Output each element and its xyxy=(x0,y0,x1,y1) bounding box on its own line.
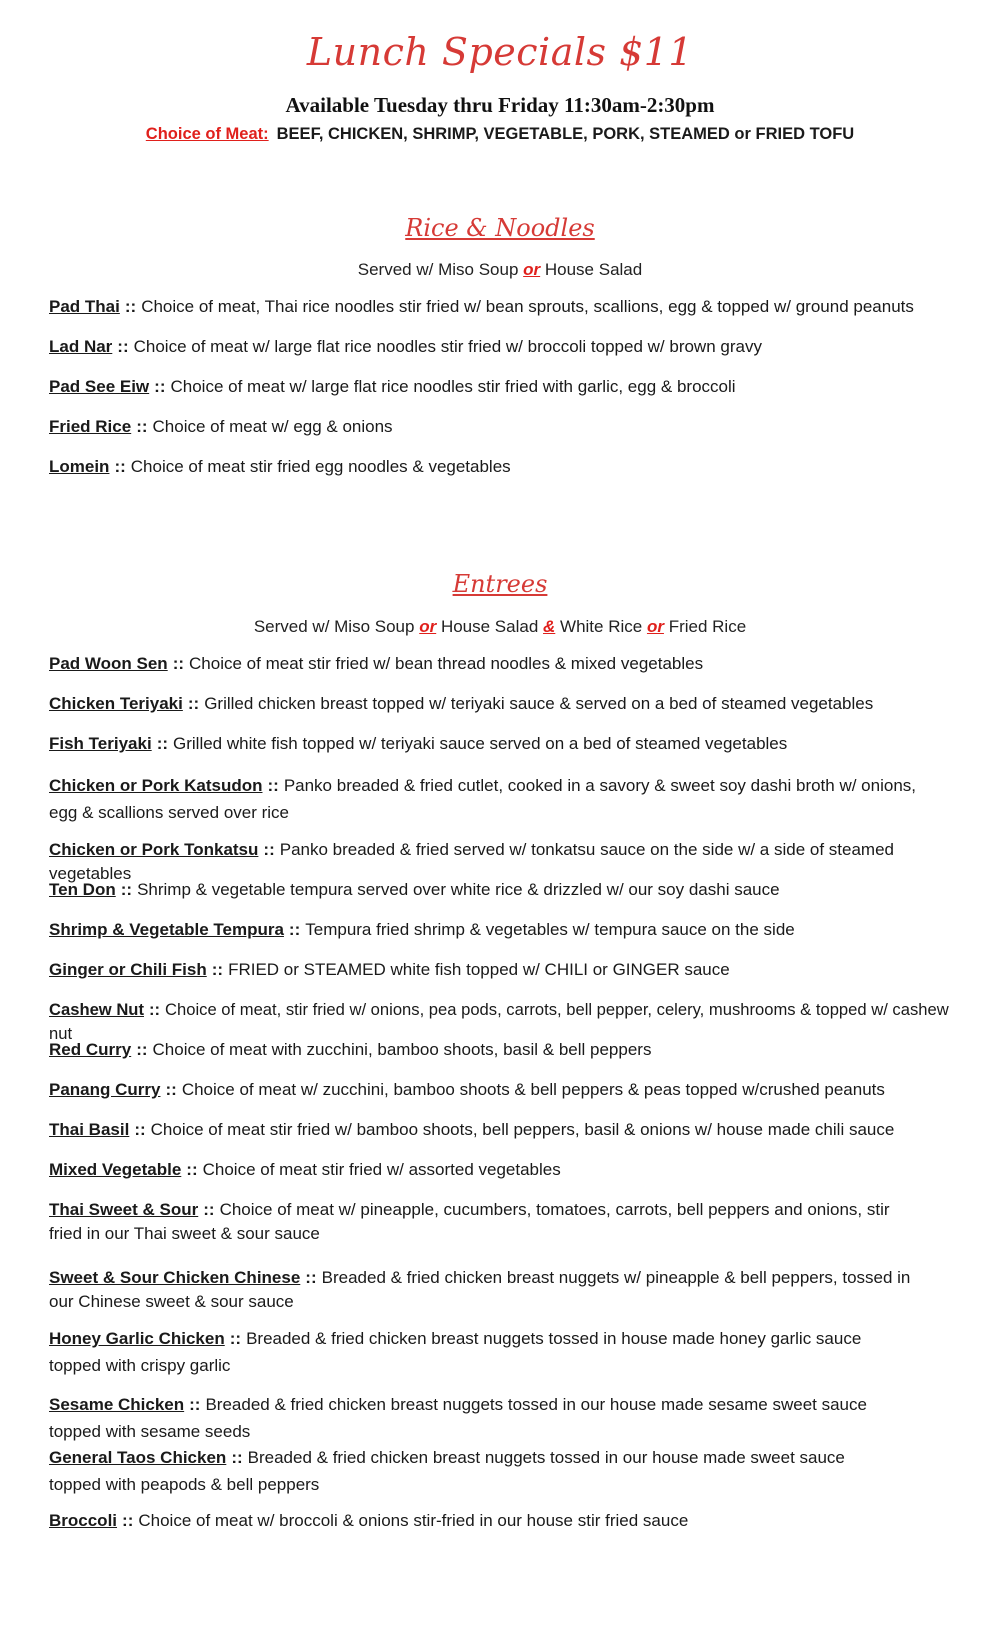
item-description: Choice of meat w/ egg & onions xyxy=(152,417,393,436)
menu-item-lad-nar xyxy=(49,335,959,359)
item-name: Pad Thai xyxy=(49,297,120,316)
section-title-entrees: Entrees xyxy=(452,570,548,598)
item-description: Choice of meat stir fried w/ assorted vegetables xyxy=(202,1160,561,1179)
menu-item-ten-don xyxy=(49,878,959,902)
item-description: Grilled chicken breast topped w/ teriyaki sauce & served on a bed of steamed vegetables xyxy=(204,694,874,713)
menu-item-katsudon xyxy=(49,772,929,826)
item-name: Ginger or Chili Fish xyxy=(49,960,207,979)
item-name: Cashew Nut xyxy=(49,1000,144,1019)
item-name: Fish Teriyaki xyxy=(49,734,152,753)
item-name: Pad See Eiw xyxy=(49,377,150,396)
menu-item-sesame-chicken xyxy=(49,1391,899,1445)
item-name: Fried Rice xyxy=(49,417,132,436)
item-description: Panko breaded & fried cutlet, cooked in a savory & sweet soy dashi broth w/ onions, egg & scallions served over rice xyxy=(49,776,916,822)
item-description: Choice of meat stir fried w/ bamboo shoots, bell peppers, basil & onions w/ house made chili sauce xyxy=(150,1120,895,1139)
item-separator: :: xyxy=(203,1200,215,1219)
item-name: Chicken or Pork Tonkatsu xyxy=(49,840,259,859)
meat-choice-options: BEEF, CHICKEN, SHRIMP, VEGETABLE, PORK, STEAMED or FRIED TOFU xyxy=(276,125,855,143)
item-description: Choice of meat w/ pineapple, cucumbers, tomatoes, carrots, bell peppers and onions, stir fried in our Thai sweet & sour sauce xyxy=(49,1200,890,1243)
meat-choice-line xyxy=(0,125,1000,144)
item-separator: :: xyxy=(117,337,129,356)
menu-item-chicken-teriyaki xyxy=(49,692,959,716)
section-title-rice-noodles: Rice & Noodles xyxy=(405,214,595,242)
menu-item-mixed-vegetable xyxy=(49,1158,959,1182)
menu-item-pad-woon-sen xyxy=(49,652,959,676)
menu-item-general-taos-chicken xyxy=(49,1444,899,1498)
item-name: Honey Garlic Chicken xyxy=(49,1329,225,1348)
item-separator: :: xyxy=(134,1120,146,1139)
item-description: Choice of meat stir fried w/ bean thread noodles & mixed vegetables xyxy=(189,654,704,673)
item-separator: :: xyxy=(148,1000,161,1019)
item-description: Breaded & fried chicken breast nuggets tossed in our house made sesame sweet sauce topped with sesame seeds xyxy=(49,1395,867,1441)
item-description: Choice of meat w/ large flat rice noodles stir fried w/ broccoli topped w/ brown gravy xyxy=(133,337,762,356)
item-separator: :: xyxy=(124,297,137,316)
item-description: Breaded & fried chicken breast nuggets tossed in our house made sweet sauce topped with peapods & bell peppers xyxy=(49,1448,845,1494)
item-separator: :: xyxy=(136,417,148,436)
menu-item-pad-thai xyxy=(49,295,959,319)
item-name: Sweet & Sour Chicken Chinese xyxy=(49,1268,301,1287)
item-separator: :: xyxy=(263,840,275,859)
item-description: Choice of meat, Thai rice noodles stir fried w/ bean sprouts, scallions, egg & topped w/ ground peanuts xyxy=(141,297,914,316)
item-separator: :: xyxy=(114,457,126,476)
item-separator: :: xyxy=(136,1040,148,1059)
menu-item-fish-teriyaki xyxy=(49,732,959,756)
or-word: or xyxy=(523,260,541,279)
item-name: Ten Don xyxy=(49,880,116,899)
item-separator: :: xyxy=(186,1160,198,1179)
served-text: Served w/ Miso Soup xyxy=(253,617,415,636)
item-separator: :: xyxy=(122,1511,134,1530)
item-description: Breaded & fried chicken breast nuggets w/ pineapple & bell peppers, tossed in our Chinese sweet & sour sauce xyxy=(49,1268,911,1311)
item-separator: :: xyxy=(231,1448,243,1467)
item-description: Choice of meat w/ broccoli & onions stir-fried in our house stir fried sauce xyxy=(138,1511,689,1530)
item-name: Shrimp & Vegetable Tempura xyxy=(49,920,284,939)
menu-item-panang-curry xyxy=(49,1078,959,1102)
item-name: Red Curry xyxy=(49,1040,132,1059)
item-name: Broccoli xyxy=(49,1511,118,1530)
item-separator: :: xyxy=(156,734,169,753)
item-description: Shrimp & vegetable tempura served over white rice & drizzled w/ our soy dashi sauce xyxy=(137,880,780,899)
served-text: Served w/ Miso Soup xyxy=(357,260,519,279)
ampersand-word: & xyxy=(543,617,556,636)
item-description: Grilled white fish topped w/ teriyaki sauce served on a bed of steamed vegetables xyxy=(173,734,788,753)
served-text: White Rice xyxy=(560,617,643,636)
menu-item-lomein xyxy=(49,455,959,479)
item-separator: :: xyxy=(172,654,185,673)
or-word: or xyxy=(646,617,664,636)
availability-hours: Available Tuesday thru Friday 11:30am-2:30pm xyxy=(285,93,715,117)
menu-item-sweet-sour-chicken-chinese xyxy=(49,1266,919,1314)
item-description: FRIED or STEAMED white fish topped w/ CHILI or GINGER sauce xyxy=(228,960,730,979)
menu-item-fried-rice xyxy=(49,415,959,439)
served-text: House Salad xyxy=(440,617,539,636)
item-separator: :: xyxy=(187,694,200,713)
item-name: Sesame Chicken xyxy=(49,1395,185,1414)
item-description: Panko breaded & fried served w/ tonkatsu sauce on the side w/ a side of steamed vegetables xyxy=(49,840,894,883)
item-separator: :: xyxy=(154,377,166,396)
menu-item-thai-sweet-sour xyxy=(49,1198,919,1246)
item-separator: :: xyxy=(211,960,224,979)
item-description: Tempura fried shrimp & vegetables w/ tempura sauce on the side xyxy=(305,920,795,939)
item-separator: :: xyxy=(120,880,133,899)
item-description: Breaded & fried chicken breast nuggets tossed in house made honey garlic sauce topped with crispy garlic xyxy=(49,1329,862,1375)
item-name: Pad Woon Sen xyxy=(49,654,168,673)
item-name: Lad Nar xyxy=(49,337,113,356)
item-name: Thai Basil xyxy=(49,1120,130,1139)
item-separator: :: xyxy=(288,920,301,939)
item-separator: :: xyxy=(267,776,279,795)
item-name: Chicken Teriyaki xyxy=(49,694,183,713)
item-description: Choice of meat with zucchini, bamboo shoots, basil & bell peppers xyxy=(152,1040,652,1059)
item-separator: :: xyxy=(189,1395,201,1414)
item-name: Lomein xyxy=(49,457,110,476)
served-text: Fried Rice xyxy=(668,617,747,636)
item-description: Choice of meat w/ large flat rice noodles stir fried with garlic, egg & broccoli xyxy=(170,377,736,396)
menu-item-broccoli xyxy=(49,1509,959,1533)
menu-item-thai-basil xyxy=(49,1118,959,1142)
item-separator: :: xyxy=(165,1080,177,1099)
item-separator: :: xyxy=(305,1268,317,1287)
item-description: Choice of meat, stir fried w/ onions, pea pods, carrots, bell pepper, celery, mushrooms & topped w/ cashew nut xyxy=(49,1000,949,1043)
item-name: Panang Curry xyxy=(49,1080,161,1099)
menu-item-tempura xyxy=(49,918,959,942)
served-text: House Salad xyxy=(544,260,643,279)
item-description: Choice of meat stir fried egg noodles & vegetables xyxy=(130,457,511,476)
rice-noodles-served-with xyxy=(0,260,1000,280)
entrees-served-with xyxy=(0,617,1000,637)
menu-item-pad-see-eiw xyxy=(49,375,959,399)
meat-choice-label: Choice of Meat: xyxy=(145,125,269,143)
item-name: General Taos Chicken xyxy=(49,1448,227,1467)
menu-item-honey-garlic-chicken xyxy=(49,1325,899,1379)
menu-title: Lunch Specials $11 xyxy=(306,30,694,74)
item-description: Choice of meat w/ zucchini, bamboo shoots & bell peppers & peas topped w/crushed peanuts xyxy=(181,1080,885,1099)
item-name: Chicken or Pork Katsudon xyxy=(49,776,263,795)
menu-item-ginger-chili-fish xyxy=(49,958,959,982)
menu-item-red-curry xyxy=(49,1038,959,1062)
item-separator: :: xyxy=(229,1329,242,1348)
or-word: or xyxy=(419,617,437,636)
item-name: Mixed Vegetable xyxy=(49,1160,182,1179)
item-name: Thai Sweet & Sour xyxy=(49,1200,199,1219)
